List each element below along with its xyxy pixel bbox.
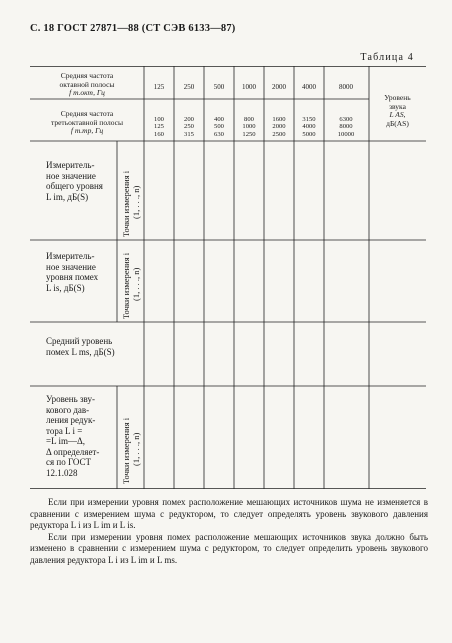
third-freq: 1250 [242,130,256,138]
octave-freq: 125 [153,83,165,91]
row-label-reducer-level [46,394,99,478]
octave-label-line1: Средняя частота [60,71,114,80]
paragraph-1: Если при измерении уровня помех расположение мешающих источников шума не изменяется в сравнении с измерением шума с редуктором, то следует определять уровень звукового давления редуктора L i из L im и L is. [30,497,428,531]
third-label-line3: f m.тр, Гц [70,126,104,135]
row-label-line: Уровень зву- [46,394,95,404]
third-freq: 1000 [242,123,256,131]
third-octave-band-label [30,110,144,136]
body-text [30,497,428,567]
row-label-line: L im, дБ(S) [46,191,89,202]
points-range: (1, . . ., n) [130,267,141,301]
points-label: Точки измерения i [121,170,131,237]
octave-freq: 8000 [339,83,353,91]
third-freq: 2000 [272,123,286,131]
third-freq-group [236,116,262,138]
third-label-line1: Средняя частота [60,109,114,118]
row-label-line: тора L i = [46,425,83,436]
row-label-line: Измеритель- [46,251,95,261]
points-range: (1, . . ., n) [130,432,141,466]
octave-freq: 2000 [272,83,286,91]
third-freq: 125 [154,123,164,131]
row-label-line: ное значение [46,170,96,181]
octave-label-line2: октавной полосы [59,79,115,89]
octave-freq: 250 [183,83,195,91]
third-freq-group [146,116,172,138]
octave-label-line3: f m.окт, Гц [69,88,105,97]
third-freq: 6300 [339,116,353,123]
third-freq: 800 [244,116,254,123]
third-freq: 3150 [302,116,316,123]
third-freq: 100 [154,116,164,123]
third-freq-group [176,116,202,138]
third-freq: 630 [214,130,224,138]
third-freq-group [206,116,232,138]
row-label-mean-noise [46,336,115,357]
level-header-line3: L AS, [389,110,406,119]
row-label-line: ся по ГОСТ [46,457,92,467]
page-header: С. 18 ГОСТ 27871—88 (СТ СЭВ 6133—87) [30,23,236,34]
measurement-table [30,66,426,489]
level-header-line1: Уровень [384,93,411,102]
third-freq: 2500 [272,130,286,138]
third-freq-group [296,116,322,138]
level-header-line4: дБ(AS) [386,118,409,128]
third-freq: 1600 [272,116,286,123]
third-freq: 160 [154,130,164,138]
third-freq: 4000 [302,123,316,131]
octave-freq: 4000 [302,83,316,91]
third-freq: 400 [214,116,224,123]
row-label-line: Измеритель- [46,160,95,170]
row-label-line: ное значение [46,261,96,272]
octave-band-label [30,72,144,98]
third-freq: 315 [184,130,194,138]
row-label-total-level [46,160,103,202]
third-freq: 500 [214,123,224,131]
row-label-line: общего уровня [46,181,103,191]
octave-freq: 500 [213,83,225,91]
row-label-line: 12.1.028 [46,467,78,478]
points-label: Точки измерения i [121,252,131,319]
third-label-line2: третьоктавной полосы [50,117,124,127]
third-freq: 8000 [339,123,353,131]
paragraph-2: Если при измерении уровня помех расположение мешающих источников звука должно быть изменено в сравнении с измерением шума с редуктором, то следует определить уровень звукового давления редуктора L i из L im и L ms. [30,531,428,565]
points-label-row4 [122,418,141,484]
row-label-line: кового дав- [46,404,90,415]
row-label-line: уровня помех [46,272,99,282]
third-freq-group [266,116,292,138]
row-label-line: ления редук- [46,415,96,425]
third-freq: 250 [184,123,194,131]
third-freq: 5000 [302,130,316,138]
row-label-line: Δ определяет- [46,446,100,457]
sound-level-header [369,94,426,128]
third-freq: 10000 [337,130,355,138]
row-label-line: Средний уровень [46,336,113,346]
points-label-row1 [122,171,141,237]
points-range: (1, . . ., n) [130,185,141,219]
table-caption: Таблица 4 [360,52,414,63]
row-label-line: помех L ms, дБ(S) [46,346,115,357]
points-label-row2 [122,253,141,319]
third-freq-group [333,116,359,138]
row-label-line: L is, дБ(S) [46,282,85,293]
octave-freq: 1000 [242,83,256,91]
row-label-line: =L im—Δ, [46,436,86,446]
level-header-line2: звука [389,101,406,111]
third-freq: 200 [184,116,194,123]
points-label: Точки измерения i [121,417,131,484]
row-label-noise-level [46,251,98,293]
